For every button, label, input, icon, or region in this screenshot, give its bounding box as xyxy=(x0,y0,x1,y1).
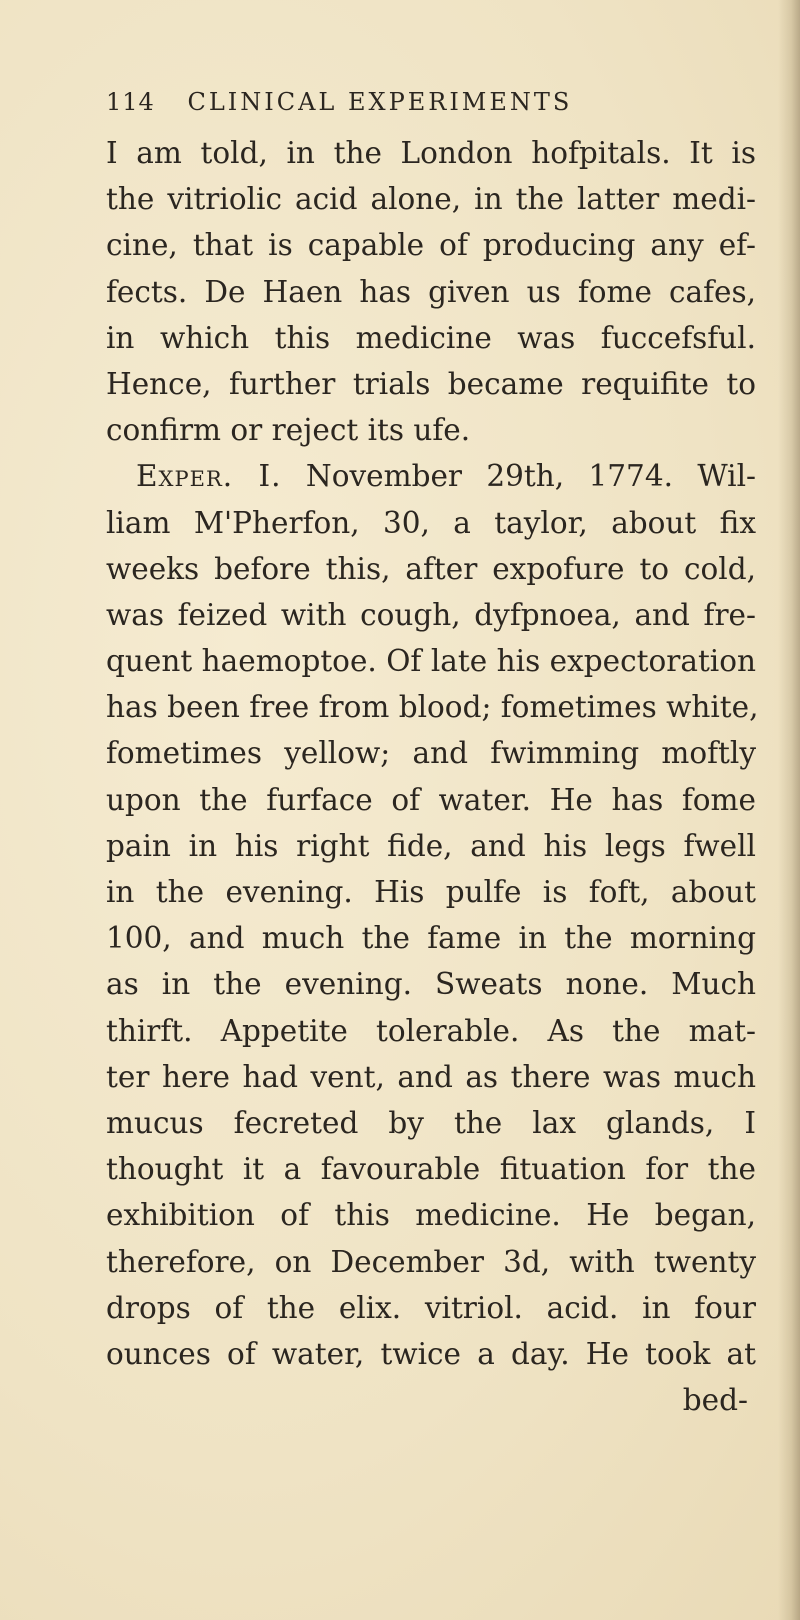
text-line: as in the evening. Sweats none. Much xyxy=(106,967,756,1002)
text-line: fometimes yellow; and fwimming moftly xyxy=(106,736,756,771)
experiment-line-text: November 29th, 1774. Wil- xyxy=(305,459,756,494)
text-line: in the evening. His pulfe is foft, about xyxy=(106,875,756,909)
text-line: has been free from blood; fometimes white, xyxy=(106,690,759,725)
text-line: upon the furface of water. He has fome xyxy=(106,782,756,817)
text-line-experiment xyxy=(106,453,756,499)
text-line: ter here had vent, and as there was much xyxy=(106,1059,756,1094)
running-header xyxy=(106,88,666,116)
text-line: cine, that is capable of producing any ef- xyxy=(106,228,756,263)
text-line: liam M'Pherfon, 30, a taylor, about fix xyxy=(106,505,756,540)
body-text xyxy=(106,130,759,1423)
page-number: 114 xyxy=(106,88,155,116)
text-line: therefore, on December 3d, with twenty xyxy=(106,1244,756,1279)
catchword: bed- xyxy=(682,1383,748,1418)
text-line: fects. De Haen has given us fome cafes, xyxy=(106,274,756,309)
text-line: thought it a favourable fituation for the xyxy=(106,1152,756,1187)
text-line: weeks before this, after expofure to cold, xyxy=(106,551,756,586)
text-line: Hence, further trials became requifite to xyxy=(106,366,756,401)
text-line: confirm or reject its ufe. xyxy=(106,413,471,448)
text-line: 100, and much the fame in the morning xyxy=(106,921,756,956)
text-line: I am told, in the London hofpitals. It is xyxy=(106,136,756,170)
text-line: was feized with cough, dyfpnoea, and fre- xyxy=(106,597,756,632)
text-line: quent haemoptoe. Of late his expectoration xyxy=(106,644,756,679)
experiment-label: Exper. I. xyxy=(136,459,282,494)
running-title: CLINICAL EXPERIMENTS xyxy=(187,88,573,116)
text-line: in which this medicine was fuccefsful. xyxy=(106,320,756,355)
text-line: mucus fecreted by the lax glands, I xyxy=(106,1105,756,1140)
text-line: exhibition of this medicine. He began, xyxy=(106,1198,756,1233)
text-line: thirft. Appetite tolerable. As the mat- xyxy=(106,1013,756,1048)
text-line: the vitriolic acid alone, in the latter medi- xyxy=(106,182,756,217)
text-line: pain in his right fide, and his legs fwell xyxy=(106,828,756,863)
text-line: ounces of water, twice a day. He took at xyxy=(106,1336,756,1371)
text-line: drops of the elix. vitriol. acid. in four xyxy=(106,1290,756,1325)
page-edge-shadow xyxy=(778,0,800,1620)
